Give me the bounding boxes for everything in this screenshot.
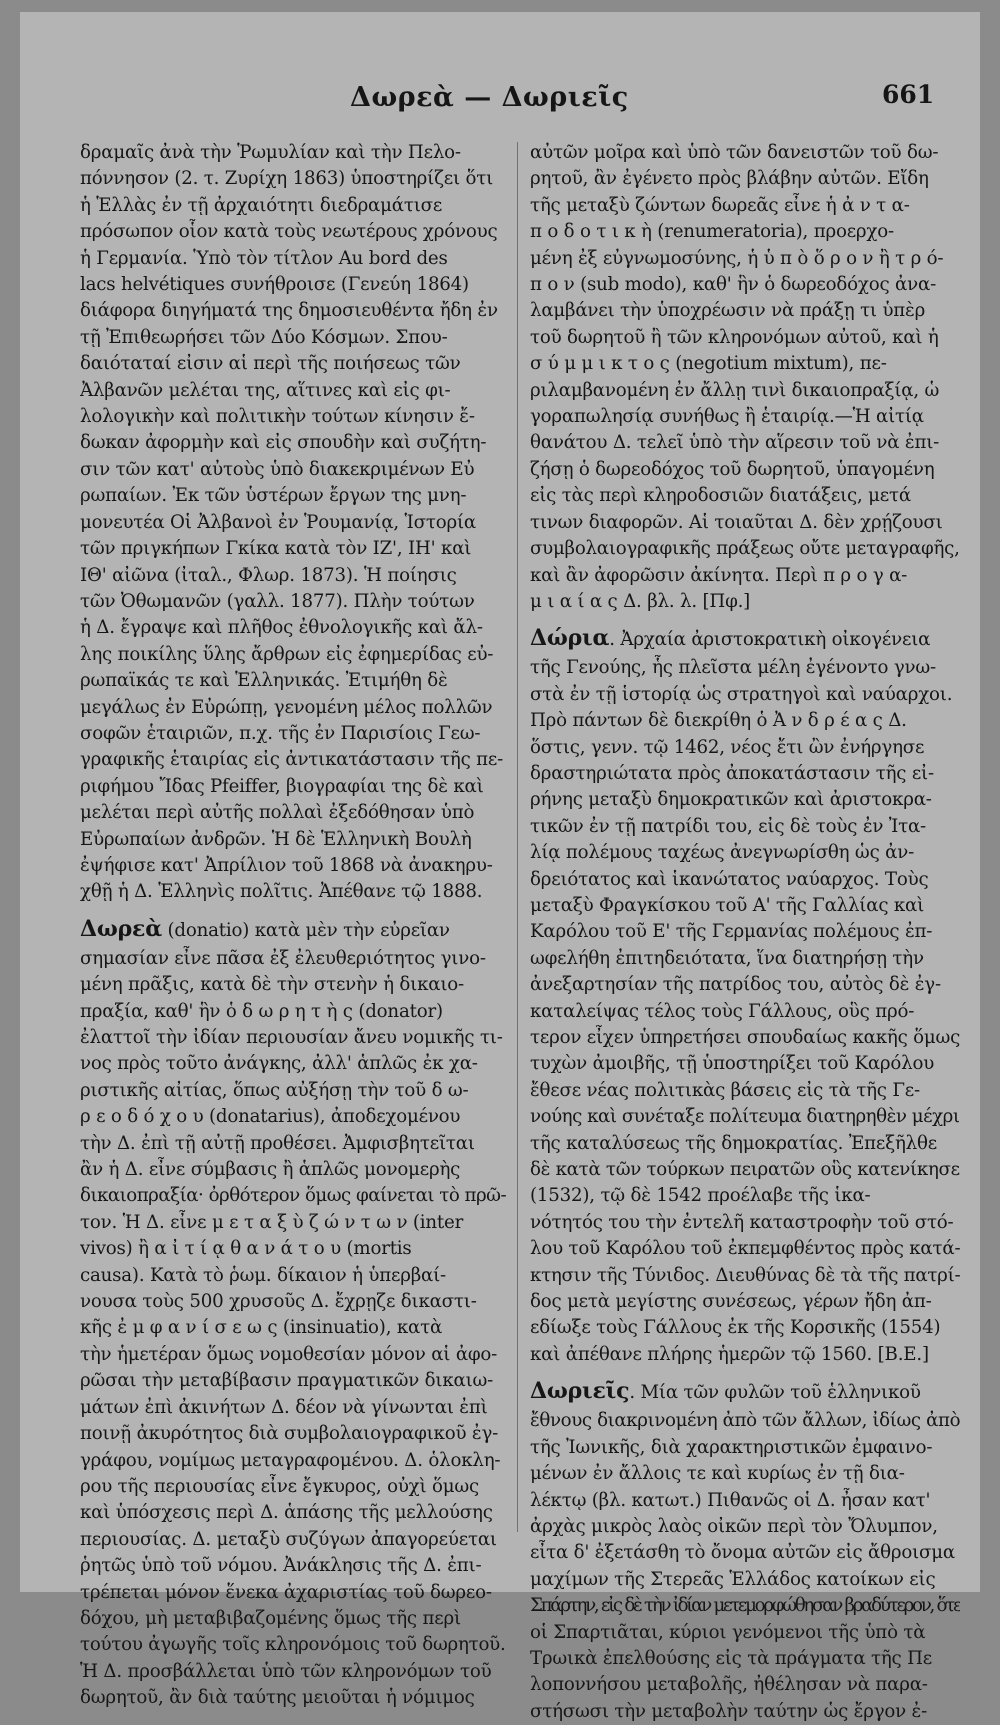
text-line: ρ ε ο δ ό χ ο υ (donatarius), ἀποδεχομένου	[80, 1106, 461, 1128]
text-line: οἱ Σπαρτιᾶται, κύριοι γενόμενοι τῆς ὑπὸ τὰ	[530, 1621, 926, 1643]
text-line: τερον εἶχεν ὑπηρετήσει σπουδαίως κακῆς ὅμως	[530, 1027, 960, 1048]
text-line: δραστηριώτατα πρὸς ἀποκατάστασιν τῆς εἰ-	[530, 762, 934, 784]
entry-first-line-text: . Μία τῶν φυλῶν τοῦ ἑλληνικοῦ	[629, 1382, 921, 1404]
text-line: λου τοῦ Καρόλου τοῦ ἐκπεμφθέντος πρὸς κατά-	[530, 1238, 960, 1260]
text-line: ριλαμβανομένη ἐν ἄλλῃ τινὶ δικαιοπραξίᾳ, ὡ	[530, 379, 940, 401]
text-line: τῶν πριγκήπων Γκίκα κατὰ τὸν ΙΖ', ΙΗ' καὶ	[80, 538, 472, 560]
headword-dorea: Δωρεὰ	[80, 915, 162, 942]
text-line: ἀνεξαρτησίαν τῆς πατρίδος του, αὐτὸς δὲ ἐγ-	[530, 974, 941, 996]
text-line: νουσα τοὺς 500 χρυσοῦς Δ. ἔχρῃζε δικαστι-	[80, 1291, 477, 1313]
text-line: μένη πρᾶξις, κατὰ δὲ τὴν στενὴν ἡ δικαιο-	[80, 974, 464, 996]
text-line: σοφῶν ἑταιριῶν, π.χ. τῆς ἐν Παρισίοις Γεω-	[80, 722, 481, 744]
text-line: Καρόλου τοῦ Ε' τῆς Γερμανίας πολέμους ἐπ-	[530, 921, 933, 943]
text-line: causa). Κατὰ τὸ ῥωμ. δίκαιον ἡ ὑπερβαί-	[80, 1264, 446, 1286]
text-line: τικῶν ἐν τῇ πατρίδι του, εἰς δὲ τοὺς ἐν Ἰτα-	[530, 815, 926, 837]
text-line: λαμβάνει τὴν ὑποχρέωσιν νὰ πράξῃ τι ὑπὲρ	[530, 300, 926, 322]
text-line: εδίωξε τοὺς Γάλλους ἐκ τῆς Κορσικῆς (1554)	[530, 1317, 941, 1339]
text-line: καὶ ἀπέθανε πλήρης ἡμερῶν τῷ 1560. [B.E.]	[530, 1343, 929, 1365]
text-line: χθῇ ἡ Δ. Ἑλληνὶς πολῖτις. Ἀπέθανε τῷ 1888.	[80, 881, 483, 903]
text-line: καὶ ἂν ἀφορῶσιν ἀκίνητα. Περὶ π ρ ο γ α-	[530, 564, 908, 586]
text-line: καὶ ὑπόσχεσις περὶ Δ. ἁπάσης τῆς μελλούσης	[80, 1502, 493, 1524]
entry-continuation-text	[80, 140, 506, 906]
text-line: τὴν ἡμετέραν ὅμως νομοθεσίαν μόνον αἱ ἀφο-	[80, 1343, 498, 1365]
text-line: ρῶσαι τὴν μεταβίβασιν πραγματικῶν δικαιω-	[80, 1370, 494, 1392]
entry-doria	[530, 623, 960, 1368]
text-line: τῇ Ἐπιθεωρήσει τῶν Δύο Κόσμων. Σπου-	[80, 326, 448, 348]
text-line: δρειότατος καὶ ἱκανώτατος ναύαρχος. Τοὺς	[530, 868, 929, 890]
text-line: διάφορα διηγήματά της δημοσιευθέντα ἤδη ἐν	[80, 300, 498, 322]
text-line: vivos) ἢ α ἰ τ ί ᾳ θ α ν ά τ ο υ (mortis	[80, 1238, 412, 1260]
text-line: εἶτα δ' ἐξετάσθη τὸ ὄνομα αὐτῶν εἰς ἄθροισμα	[530, 1542, 955, 1564]
text-line: πραξία, καθ' ἣν ὁ δ ω ρ η τ ὴ ς (donator)	[80, 1000, 443, 1022]
text-line: (1532), τῷ δὲ 1542 προέλαβε τῆς ἱκα-	[530, 1185, 871, 1207]
text-line: ριστικῆς αἰτίας, ὅπως αὐξήσῃ τὴν τοῦ δ ω-	[80, 1079, 469, 1101]
running-head: Δωρεὰ — Δωριεῖς	[350, 82, 629, 113]
page-header	[20, 72, 980, 122]
text-line: στὰ ἐν τῇ ἱστορίᾳ ὡς στρατηγοὶ καὶ ναύαρχοι.	[530, 683, 953, 705]
text-line: νούης καὶ συνέταξε πολίτευμα διατηρηθὲν μέχρι	[530, 1106, 960, 1128]
text-line: γραφικῆς ἑταιρίας εἰς ἀντικατάστασιν τῆς πε-	[80, 749, 504, 771]
text-line: αὐτῶν μοῖρα καὶ ὑπὸ τῶν δανειστῶν τοῦ δω-	[530, 142, 939, 163]
text-line: τούτου ἀγωγῆς τοῖς κληρονόμοις τοῦ δωρητοῦ.	[80, 1634, 506, 1656]
text-line: τῆς Γενούης, ἧς πλεῖστα μέλη ἐγένοντο γνω-	[530, 657, 936, 679]
text-line: γράφου, νομίμως μεταγραφομένου. Δ. ὁλοκλη-	[80, 1449, 501, 1471]
text-line: τινων διαφορῶν. Αἱ τοιαῦται Δ. δὲν χρῄζουσι	[530, 511, 943, 533]
text-line: κῆς ἐ μ φ α ν ί σ ε ω ς (insinuatio), κατὰ	[80, 1317, 443, 1339]
right-column	[530, 140, 960, 1725]
text-line: τῶν Ὀθωμανῶν (γαλλ. 1877). Πλὴν τούτων	[80, 590, 475, 612]
text-line: Πρὸ πάντων δὲ διεκρίθη ὁ Ἀ ν δ ρ έ α ς Δ.	[530, 710, 907, 732]
text-line: π ο ν (sub modo), καθ' ἣν ὁ δωρεοδόχος ἀνα-	[530, 274, 937, 296]
text-line: ριφήμου Ἴδας Pfeiffer, βιογραφίαι της δὲ καὶ	[80, 775, 484, 797]
entry-first-line	[530, 1376, 960, 1408]
text-line: δικαιοπραξία· ὀρθότερον ὅμως φαίνεται τὸ πρῶ-	[80, 1185, 506, 1207]
text-line: λολογικὴν καὶ πολιτικὴν τούτων κίνησιν ἔ-	[80, 406, 475, 428]
text-line: δος μετὰ μεγίστης συνέσεως, γέρων ἤδη ἀπ-	[530, 1291, 932, 1313]
text-line: Εὐρωπαίων ἀνδρῶν. Ἡ δὲ Ἑλληνικὴ Βουλὴ	[80, 828, 472, 850]
text-line: ἔθνους διακρινομένη ἀπὸ τῶν ἄλλων, ἰδίως ἀπὸ	[530, 1410, 960, 1432]
text-line: π ο δ ο τ ι κ ὴ (renumeratoria), προερχο-	[530, 221, 894, 243]
text-line: ἡ Γερμανία. Ὑπὸ τὸν τίτλον Au bord des	[80, 247, 448, 269]
text-line: τρέπεται μόνον ἕνεκα ἀχαριστίας τοῦ δωρεο-	[80, 1581, 492, 1603]
headword-doria: Δώρια	[530, 625, 610, 652]
entry-continuation-text	[530, 140, 960, 615]
text-line: δραμαῖς ἀνὰ τὴν Ῥωμυλίαν καὶ τὴν Πελο-	[80, 142, 461, 163]
text-line: ρωπαίων. Ἐκ τῶν ὑστέρων ἔργων της μνη-	[80, 485, 467, 507]
text-line: ἐψήφισε κατ' Ἀπρίλιον τοῦ 1868 νὰ ἀνακηρυ-	[80, 854, 493, 876]
text-line: κτησιν τῆς Τύνιδος. Διευθύνας δὲ τὰ τῆς πατρί-	[530, 1264, 960, 1286]
text-line: μένη ἐξ εὐγνωμοσύνης, ἡ ὑ π ὸ ὅ ρ ο ν ἢ τ ρ ό-	[530, 247, 944, 269]
text-line: δαιόταταί εἰσιν αἱ περὶ τῆς ποιήσεως τῶν	[80, 353, 461, 375]
text-line: τυχὼν ἀμοιβῆς, τῇ ὑποστηρίξει τοῦ Καρόλου	[530, 1053, 935, 1075]
text-line: ρωπαϊκάς τε καὶ Ἑλληνικάς. Ἐτιμήθη δὲ	[80, 670, 448, 692]
text-line: ζήσῃ ὁ δωρεοδόχος τοῦ δωρητοῦ, ὑπαγομένη	[530, 458, 935, 480]
page-number: 661	[882, 80, 935, 109]
entry-first-line	[80, 914, 506, 946]
text-line: ἡ Ἑλλὰς ἐν τῇ ἀρχαιότητι διεδραμάτισε	[80, 194, 443, 216]
text-line: Ἡ Δ. προσβάλλεται ὑπὸ τῶν κληρονόμων τοῦ	[80, 1660, 492, 1682]
text-line: σημασίαν εἶνε πᾶσα ἐξ ἐλευθεριότητος γινο-	[80, 947, 486, 969]
text-line: ρου τῆς περιουσίας εἶνε ἔγκυρος, οὐχὶ ὅμως	[80, 1475, 479, 1497]
text-line: μ ι α ί α ς Δ. βλ. λ. [Πφ.]	[530, 590, 751, 612]
text-line: μάτων ἐπὶ ἀκινήτων Δ. δέον νὰ γίνωνται ἐπὶ	[80, 1396, 488, 1418]
text-line: δόχου, μὴ μεταβιβαζομένης ὅμως τῆς περὶ	[80, 1607, 461, 1629]
text-line: ρήνης μεταξὺ δημοκρατικῶν καὶ ἀριστοκρα-	[530, 789, 932, 811]
column-divider	[517, 142, 518, 1532]
text-line: Τρωικὰ ἐπελθούσης εἰς τὰ πράγματα τῆς Πε	[530, 1647, 932, 1669]
text-line: ὅστις, γενν. τῷ 1462, νέος ἔτι ὢν ἐνήργησε	[530, 736, 925, 758]
text-line: γοραπωλησίᾳ συνήθως ἢ ἑταιρίᾳ.—Ἡ αἰτίᾳ	[530, 406, 924, 428]
text-line: εἰς τὰς περὶ κληροδοσιῶν διατάξεις, μετά	[530, 485, 911, 507]
text-line: μένων ἐν ἄλλοις τε καὶ κυρίως ἐν τῇ δια-	[530, 1463, 905, 1485]
text-line: μεγάλως ἐν Εὐρώπῃ, γενομένη μέλος πολλῶν	[80, 696, 493, 718]
text-line: τῆς Ἰωνικῆς, διὰ χαρακτηριστικῶν ἐμφαινο-	[530, 1436, 933, 1458]
text-line: ἡ Δ. ἔγραψε καὶ πλῆθος ἐθνολογικῆς καὶ ἄλ-	[80, 617, 483, 639]
entry-dorieis	[530, 1376, 960, 1725]
text-line: Ἀλβανῶν μελέται της, αἵτινες καὶ εἰς φι-	[80, 379, 451, 401]
text-line: καταλείψας τέλος τοὺς Γάλλους, οὓς πρό-	[530, 1000, 915, 1022]
text-line: ἀρχὰς μικρὸς λαὸς οἰκῶν περὶ τὸν Ὄλυμπον,	[530, 1515, 938, 1537]
entry-body-text	[530, 1408, 960, 1725]
text-line: δωρητοῦ, ἂν διὰ ταύτης μειοῦται ἡ νόμιμος	[80, 1687, 475, 1709]
text-line: τῆς καταλύσεως τῆς δημοκρατίας. Ἐπεξῆλθε	[530, 1132, 937, 1154]
entry-first-line-text: . Ἀρχαία ἀριστοκρατικὴ οἰκογένεια	[609, 629, 931, 651]
text-line: ρητοῦ, ἂν ἐγένετο πρὸς βλάβην αὐτῶν. Εἴδη	[530, 168, 929, 190]
text-line: ἔθεσε νέας πολιτικὰς βάσεις εἰς τὰ τῆς Γε-	[530, 1079, 920, 1101]
text-line: λίᾳ πολέμους ταχέως ἀνεγνωρίσθη ὡς ἀν-	[530, 842, 915, 864]
text-line: περιουσίας. Δ. μεταξὺ συζύγων ἀπαγορεύεται	[80, 1528, 497, 1550]
text-line: lacs helvétiques συνήθροισε (Γενεύη 1864)	[80, 274, 469, 296]
text-line: πρόσωπον οἷον κατὰ τοὺς νεωτέρους χρόνους	[80, 221, 498, 243]
text-line: ἂν ἡ Δ. εἶνε σύμβασις ἢ ἁπλῶς μονομερὴς	[80, 1159, 461, 1181]
text-line: τοῦ δωρητοῦ ἢ τῶν κληρονόμων αὐτοῦ, καὶ ἡ	[530, 326, 939, 348]
text-line: νότητός του τὴν ἐντελῆ καταστροφὴν τοῦ στό-	[530, 1211, 954, 1233]
left-column	[80, 140, 506, 1712]
text-line: λης ποικίλης ὕλης ἄρθρων εἰς ἐφημερίδας εὐ-	[80, 643, 494, 665]
book-page	[20, 12, 980, 1722]
text-line: σ ύ μ μ ι κ τ ο ς (negotium mixtum), πε-	[530, 353, 887, 375]
text-line: ωφελήθη ἐπιτηδειότατα, ἵνα διατηρήσῃ τὴν	[530, 947, 924, 969]
text-line: δωκαν ἀφορμὴν καὶ εἰς σπουδὴν καὶ συζήτη-	[80, 432, 487, 454]
entry-dorea	[80, 914, 506, 1712]
text-line: τῆς μεταξὺ ζώντων δωρεᾶς εἶνε ἡ ἀ ν τ α-	[530, 194, 910, 216]
text-line: σιν τῶν κατ' αὐτοὺς ὑπὸ διακεκριμένων Εὐ	[80, 458, 475, 480]
text-line: λέκτῳ (βλ. κατωτ.) Πιθανῶς οἱ Δ. ἦσαν κατ'	[530, 1489, 931, 1511]
text-line: λοποννήσου μεταβολῆς, ἠθέλησαν νὰ παρα-	[530, 1674, 928, 1696]
text-line: ῥητῶς ὑπὸ τοῦ νόμου. Ἀνάκλησις τῆς Δ. ἐπι-	[80, 1555, 482, 1577]
text-line: μεταξὺ Φραγκίσκου τοῦ Α' τῆς Γαλλίας καὶ	[530, 894, 925, 916]
entry-first-line	[530, 623, 960, 655]
text-line: ποινῇ ἀκυρότητος διὰ συμβολαιογραφικοῦ ἐγ-	[80, 1423, 499, 1445]
text-line: μελέται περὶ αὐτῆς πολλαὶ ἐξεδόθησαν ὑπὸ	[80, 802, 475, 824]
text-line: Σπάρτην, εἰς δὲ τὴν ἰδίαν μετεμορφώθησαν βραδύτερον, ὅτε	[530, 1595, 960, 1617]
entry-body-text	[80, 946, 506, 1712]
text-line: θανάτου Δ. τελεῖ ὑπὸ τὴν αἵρεσιν τοῦ νὰ ἐπι-	[530, 432, 940, 454]
entry-first-line-text: (donatio) κατὰ μὲν τὴν εὐρεῖαν	[161, 919, 450, 941]
text-line: πόννησον (2. τ. Ζυρίχη 1863) ὑποστηρίζει ὅτι	[80, 168, 494, 190]
text-line: μαχίμων τῆς Στερεᾶς Ἑλλάδος κατοίκων εἰς	[530, 1568, 936, 1590]
text-line: τον. Ἡ Δ. εἶνε μ ε τ α ξ ὺ ζ ώ ν τ ω ν (inter	[80, 1211, 464, 1233]
text-line: νος πρὸς τοῦτο ἀνάγκης, ἀλλ' ἁπλῶς ἐκ χα-	[80, 1053, 478, 1075]
headword-dorieis: Δωριεῖς	[530, 1378, 630, 1405]
text-line: ΙΘ' αἰῶνα (ἰταλ., Φλωρ. 1873). Ἡ ποίησις	[80, 564, 457, 586]
entry-body-text	[530, 655, 960, 1368]
text-line: δὲ κατὰ τῶν τούρκων πειρατῶν οὓς κατενίκησε	[530, 1159, 960, 1181]
text-line: μονευτέα Οἱ Ἀλβανοὶ ἐν Ῥουμανίᾳ, Ἱστορία	[80, 511, 477, 533]
text-line: συμβολαιογραφικῆς πράξεως οὔτε μεταγραφῆς,	[530, 538, 960, 560]
text-line: τὴν Δ. ἐπὶ τῇ αὐτῇ προθέσει. Ἀμφισβητεῖται	[80, 1132, 475, 1154]
text-line: στήσωσι τὴν μεταβολὴν ταύτην ὡς ἔργον ἐ-	[530, 1700, 928, 1722]
text-line: ἐλαττοῖ τὴν ἰδίαν περιουσίαν ἄνευ νομικῆς τι-	[80, 1027, 503, 1048]
